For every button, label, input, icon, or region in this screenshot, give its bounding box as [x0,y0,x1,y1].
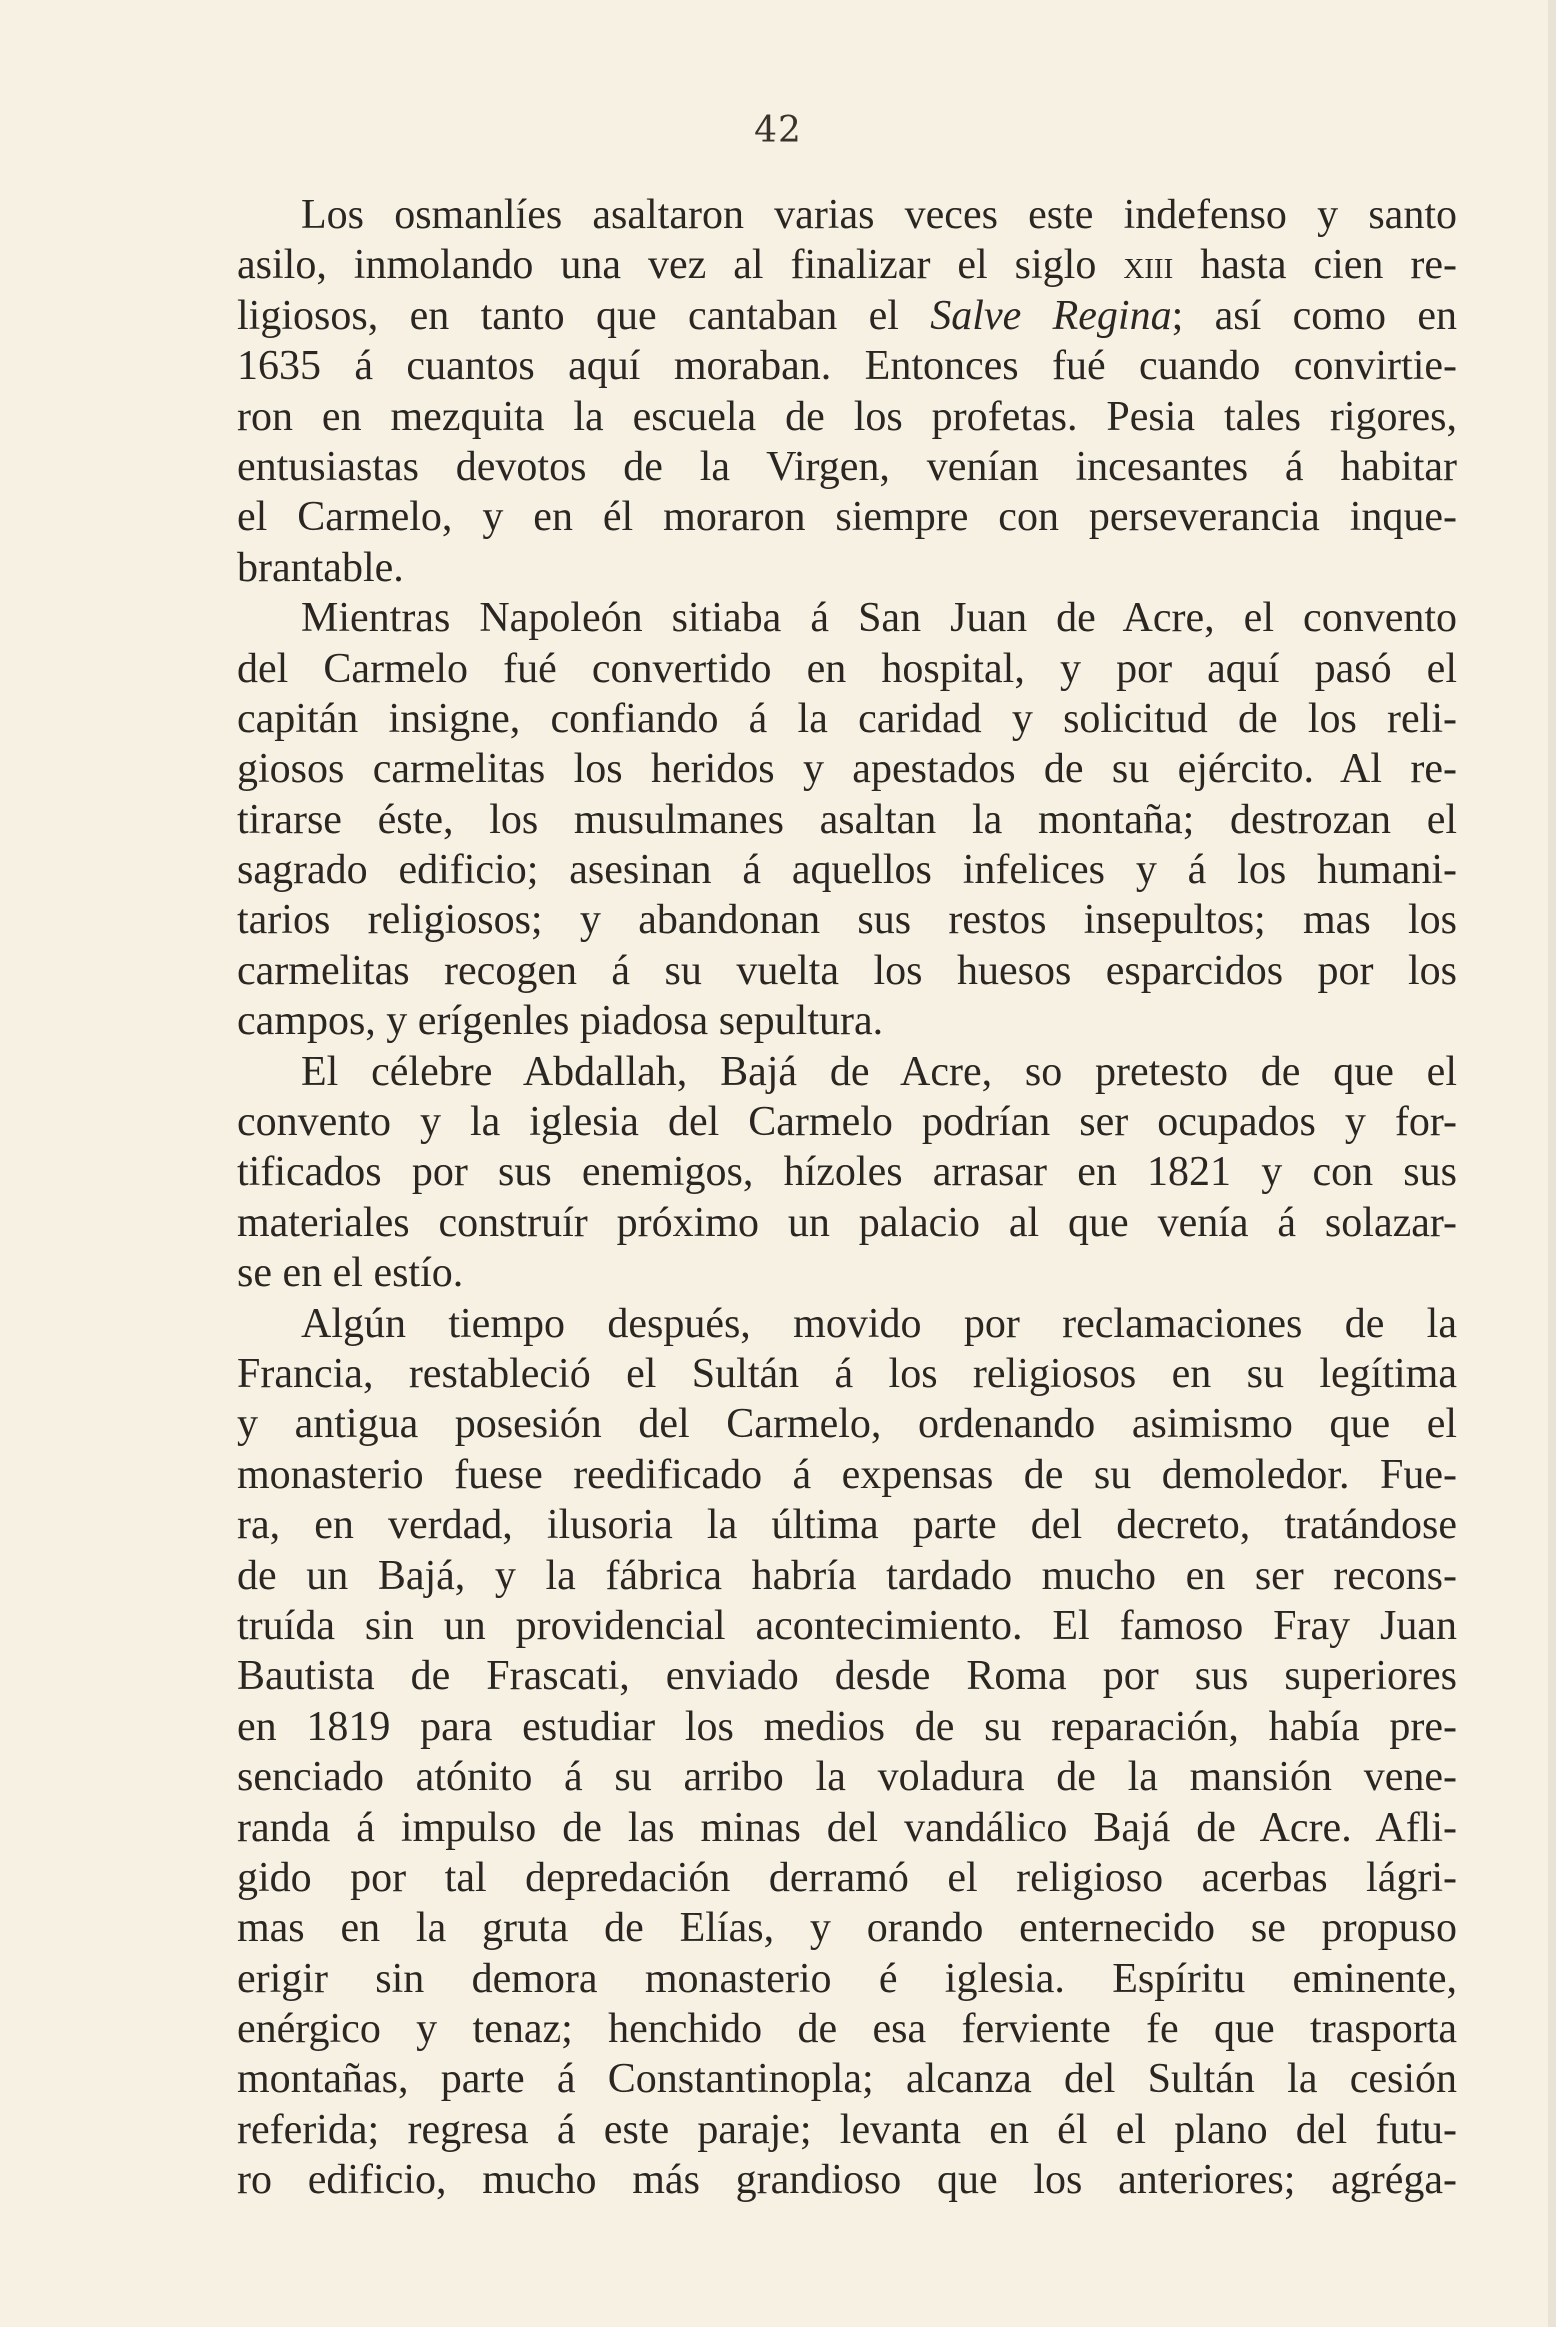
text-line: brantable. [237,544,404,591]
text-line: convento y la iglesia del Carmelo podrían ser ocupados y for- [237,1099,1457,1146]
page-number: 42 [754,110,802,151]
text-line: giosos carmelitas los heridos y apestados de su ejército. Al re- [237,746,1457,793]
text-line: de un Bajá, y la fábrica habría tardado mucho en ser recons- [237,1552,1457,1599]
text-line: del Carmelo fué convertido en hospital, y por aquí pasó el [237,645,1457,692]
text-line: Bautista de Frascati, enviado desde Roma por sus superiores [237,1653,1457,1700]
text-line: ligiosos, en tanto que cantaban el Salve Regina; así como en [237,292,1457,339]
text-line: en 1819 para estudiar los medios de su reparación, había pre- [237,1703,1457,1750]
text-line: Mientras Napoleón sitiaba á San Juan de Acre, el convento [301,595,1457,642]
text-line: monasterio fuese reedificado á expensas de su demoledor. Fue- [237,1451,1457,1498]
text-line: referida; regresa á este paraje; levanta en él el plano del futu- [237,2106,1457,2153]
text-line: Francia, restableció el Sultán á los religiosos en su legítima [237,1350,1457,1397]
text-line: El célebre Abdallah, Bajá de Acre, so pretesto de que el [301,1048,1457,1095]
text-line: enérgico y tenaz; henchido de esa ferviente fe que trasporta [237,2006,1457,2053]
text-line: tarios religiosos; y abandonan sus restos insepultos; mas los [237,897,1457,944]
text-line: ra, en verdad, ilusoria la última parte del decreto, tratándose [237,1502,1457,1549]
text-line: asilo, inmolando una vez al finalizar el siglo xiii hasta cien re- [237,242,1457,289]
text-line: materiales construír próximo un palacio al que venía á solazar- [237,1199,1457,1246]
text-line: entusiastas devotos de la Virgen, venían incesantes á habitar [237,443,1457,490]
text-line: truída sin un providencial acontecimiento. El famoso Fray Juan [237,1602,1457,1649]
text-line: campos, y erígenles piadosa sepultura. [237,998,884,1045]
text-line: randa á impulso de las minas del vandálico Bajá de Acre. Afli- [237,1804,1457,1851]
text-line: senciado atónito á su arribo la voladura de la mansión vene- [237,1754,1457,1801]
text-line: 1635 á cuantos aquí moraban. Entonces fué cuando convirtie- [237,343,1457,390]
text-line: gido por tal depredación derramó el religioso acerbas lágri- [237,1854,1457,1901]
text-line: capitán insigne, confiando á la caridad y solicitud de los reli- [237,695,1457,742]
century-numeral: xiii [1123,242,1174,289]
text-line: ron en mezquita la escuela de los profetas. Pesia tales rigores, [237,393,1457,440]
text-line: se en el estío. [237,1250,464,1297]
text-line: Los osmanlíes asaltaron varias veces este indefenso y santo [301,192,1457,238]
text-line: montañas, parte á Constantinopla; alcanza del Sultán la cesión [237,2056,1457,2103]
hymn-title: Salve Regina [930,292,1172,339]
text-line: erigir sin demora monasterio é iglesia. Espíritu eminente, [237,1955,1457,2002]
body-text [237,190,1457,2206]
text-line: ro edificio, mucho más grandioso que los anteriores; agréga- [237,2157,1457,2204]
text-line: el Carmelo, y en él moraron siempre con perseverancia inque- [237,494,1457,541]
text-line: mas en la gruta de Elías, y orando enternecido se propuso [237,1905,1457,1952]
text-line: Algún tiempo después, movido por reclamaciones de la [301,1300,1457,1347]
text-line: carmelitas recogen á su vuelta los huesos esparcidos por los [237,947,1457,994]
text-line: sagrado edificio; asesinan á aquellos infelices y á los humani- [237,847,1457,894]
text-line: y antigua posesión del Carmelo, ordenando asimismo que el [237,1401,1457,1448]
text-line: tificados por sus enemigos, hízoles arrasar en 1821 y con sus [237,1149,1457,1196]
text-line: tirarse éste, los musulmanes asaltan la montaña; destrozan el [237,796,1457,843]
